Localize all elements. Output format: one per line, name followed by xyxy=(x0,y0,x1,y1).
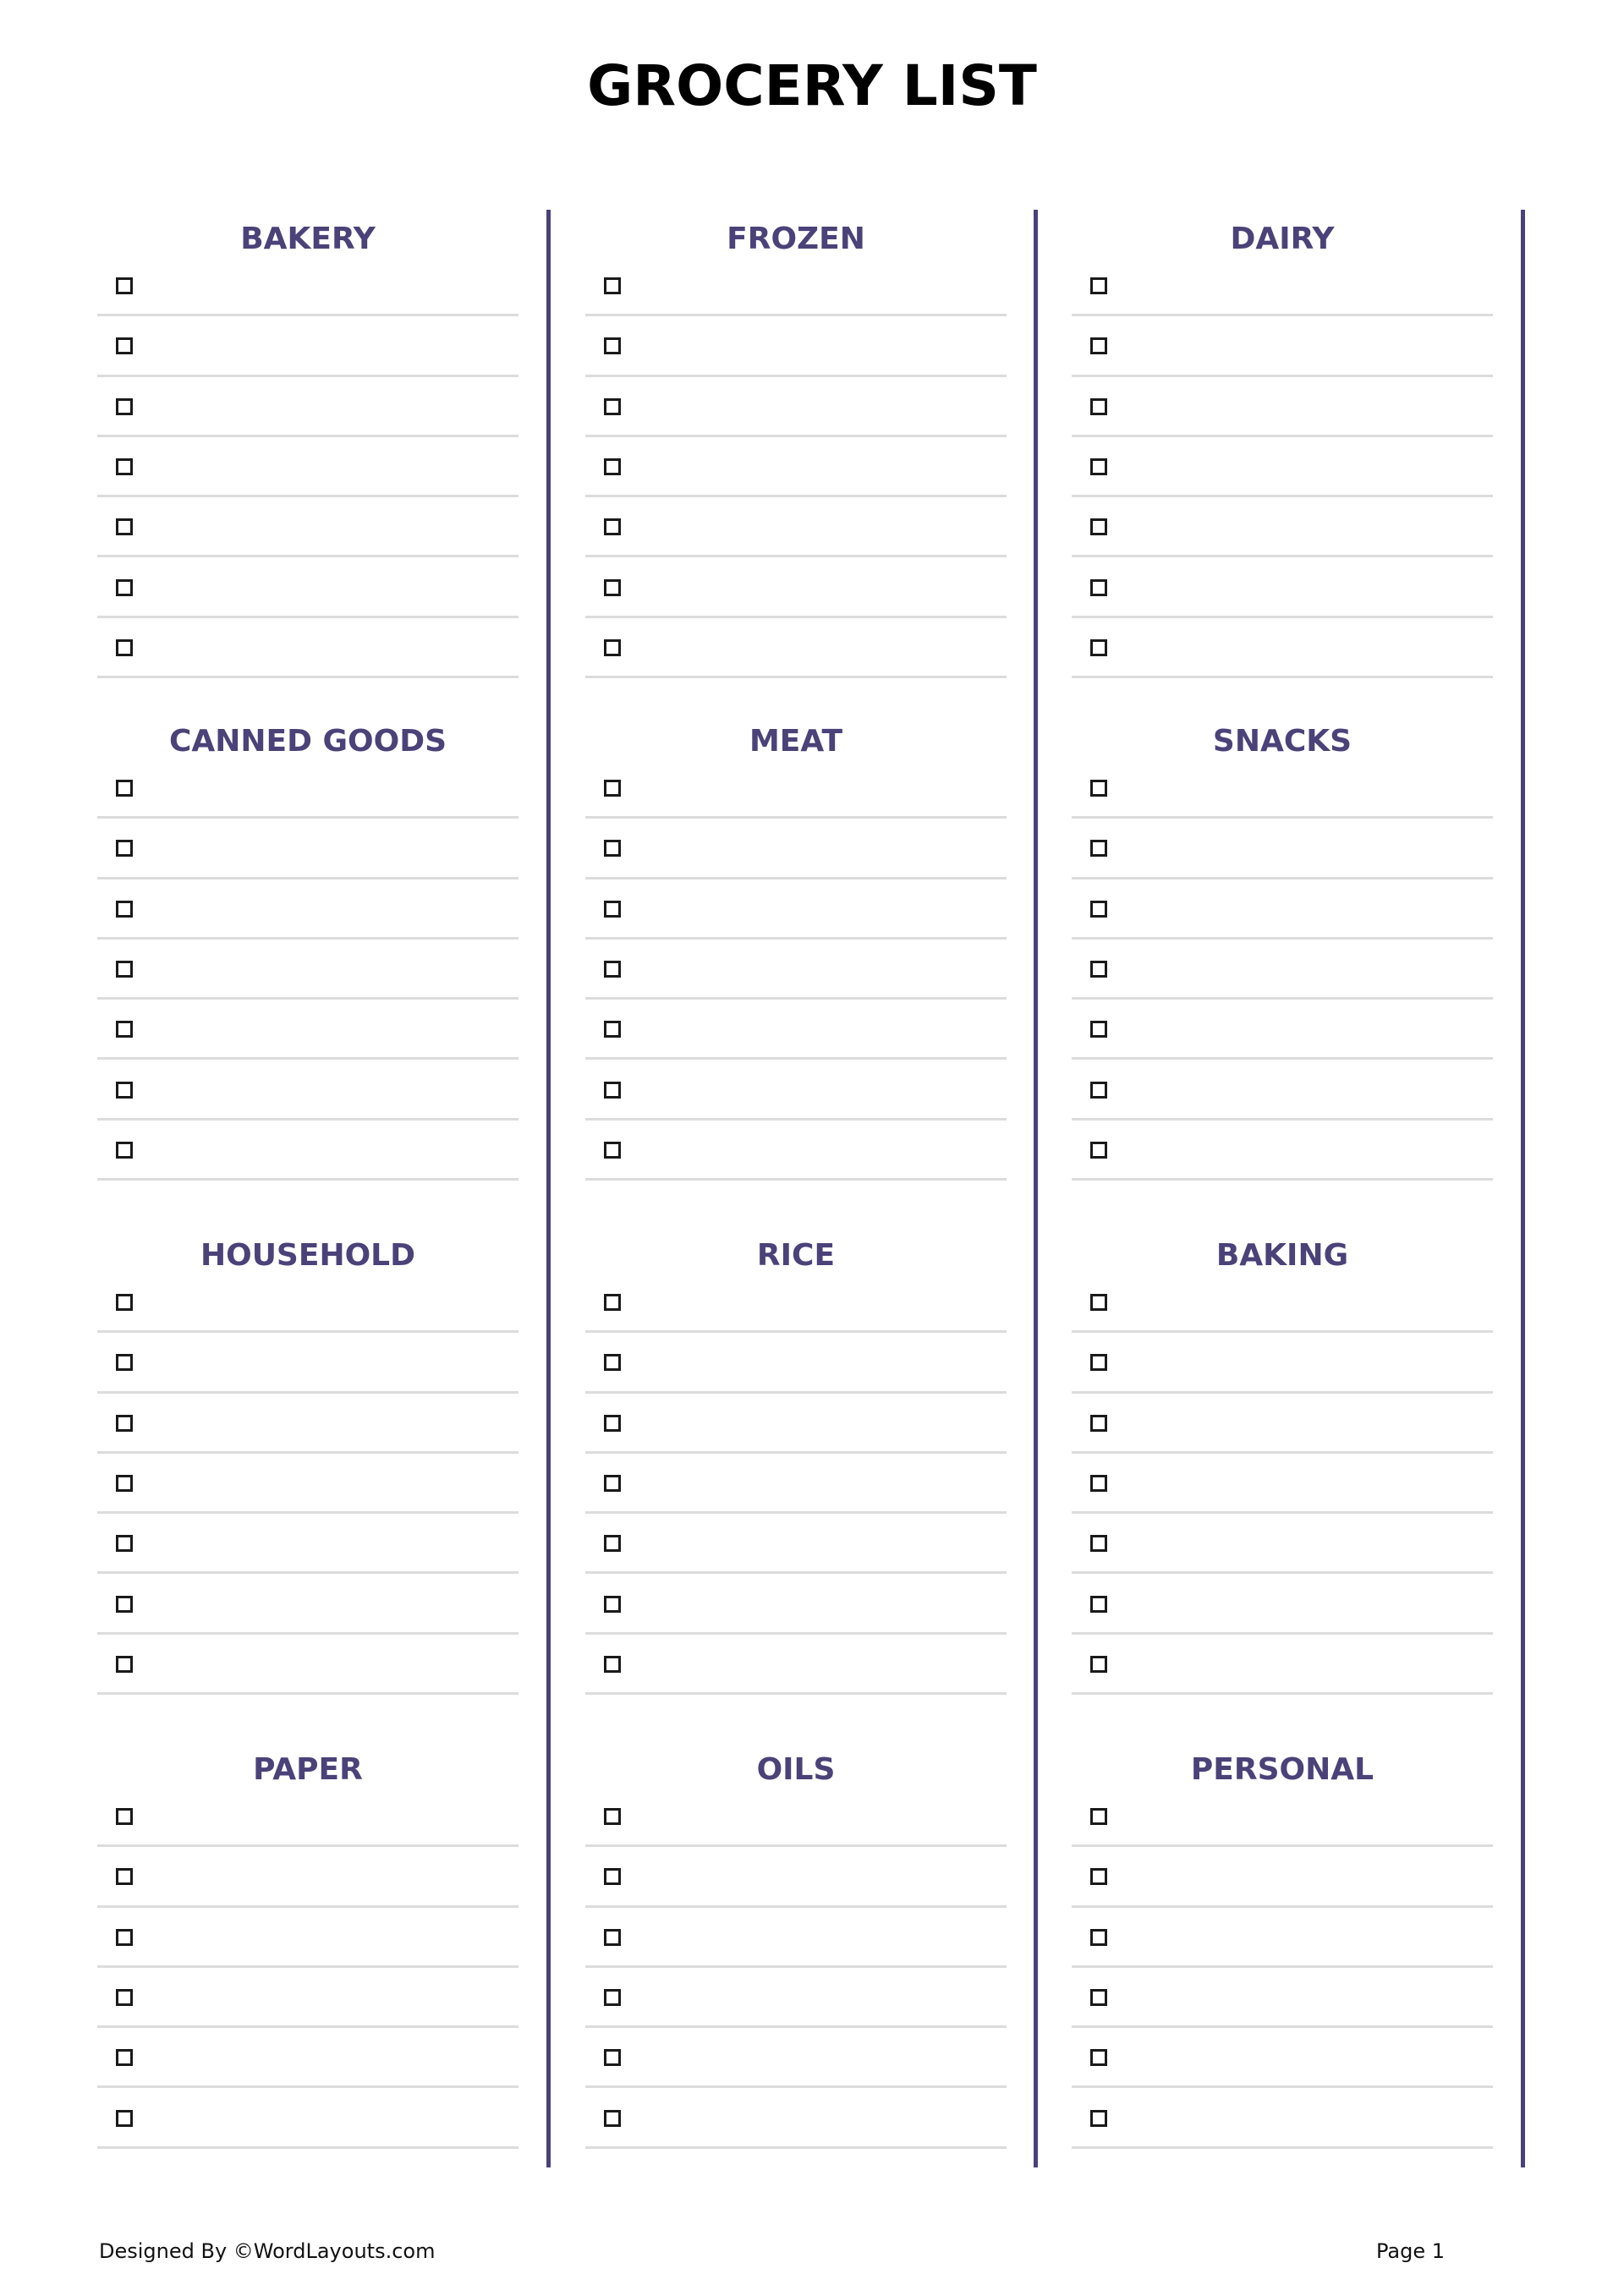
list-item[interactable] xyxy=(1072,2089,1493,2149)
checkbox-icon[interactable] xyxy=(1090,579,1107,596)
checkbox-icon[interactable] xyxy=(604,1354,621,1371)
checkbox-icon[interactable] xyxy=(1090,1294,1107,1311)
footer-credit: Designed By ©WordLayouts.com xyxy=(99,2239,436,2263)
list-item[interactable] xyxy=(585,2028,1007,2088)
list-item[interactable] xyxy=(1072,1333,1493,1393)
list-item[interactable] xyxy=(1072,879,1493,940)
list-item[interactable] xyxy=(585,1333,1007,1393)
list-item[interactable] xyxy=(1072,1121,1493,1181)
checkbox-icon[interactable] xyxy=(604,901,621,918)
list-item[interactable] xyxy=(97,377,518,437)
checkbox-icon[interactable] xyxy=(604,1021,621,1038)
checkbox-icon[interactable] xyxy=(1090,277,1107,294)
checkbox-icon[interactable] xyxy=(116,961,133,978)
list-item[interactable] xyxy=(1072,1060,1493,1121)
list-item[interactable] xyxy=(1072,1787,1493,1847)
list-item[interactable] xyxy=(585,1394,1007,1454)
checkbox-icon[interactable] xyxy=(116,639,133,656)
checkbox-icon[interactable] xyxy=(1090,337,1107,354)
list-item[interactable] xyxy=(585,1908,1007,1968)
checkbox-icon[interactable] xyxy=(604,840,621,857)
section-heading: PAPER xyxy=(253,1752,363,1787)
list-item[interactable] xyxy=(585,437,1007,497)
list-item[interactable] xyxy=(1072,256,1493,316)
list-item[interactable] xyxy=(1072,1635,1493,1695)
list-item[interactable] xyxy=(1072,558,1493,618)
list-item[interactable] xyxy=(1072,759,1493,819)
list-item[interactable] xyxy=(1072,1394,1493,1454)
checkbox-icon[interactable] xyxy=(116,1082,133,1099)
list-item[interactable] xyxy=(1072,1514,1493,1574)
list-item[interactable] xyxy=(585,1847,1007,1907)
list-item[interactable] xyxy=(585,1121,1007,1181)
checkbox-icon[interactable] xyxy=(116,337,133,354)
checkbox-icon[interactable] xyxy=(1090,840,1107,857)
list-item[interactable] xyxy=(97,1394,518,1454)
checkbox-icon[interactable] xyxy=(116,277,133,294)
checkbox-icon[interactable] xyxy=(116,1294,133,1311)
checkbox-icon[interactable] xyxy=(604,1475,621,1492)
checkbox-icon[interactable] xyxy=(116,1868,133,1885)
section-heading: DAIRY xyxy=(1230,222,1335,256)
list-item[interactable] xyxy=(97,1121,518,1181)
checkbox-icon[interactable] xyxy=(1090,1415,1107,1432)
checkbox-icon[interactable] xyxy=(1090,1354,1107,1371)
checkbox-icon[interactable] xyxy=(116,2049,133,2066)
page-number: Page 1 xyxy=(1376,2239,1445,2263)
section-heading: CANNED GOODS xyxy=(168,724,447,759)
list-item[interactable] xyxy=(97,1787,518,1847)
section-heading: PERSONAL xyxy=(1190,1752,1374,1787)
section-heading: OILS xyxy=(756,1752,836,1787)
checkbox-icon[interactable] xyxy=(1090,901,1107,918)
list-item[interactable] xyxy=(97,1273,518,1333)
checkbox-icon[interactable] xyxy=(116,1596,133,1613)
list-item[interactable] xyxy=(585,1000,1007,1060)
list-item[interactable] xyxy=(97,1514,518,1574)
checkbox-icon[interactable] xyxy=(116,1415,133,1432)
list-item[interactable] xyxy=(1072,1273,1493,1333)
list-item[interactable] xyxy=(97,256,518,316)
checkbox-icon[interactable] xyxy=(116,579,133,596)
checkbox-icon[interactable] xyxy=(116,2110,133,2127)
checkbox-icon[interactable] xyxy=(604,780,621,797)
checkbox-icon[interactable] xyxy=(116,901,133,918)
section-heading: MEAT xyxy=(749,724,843,759)
checkbox-icon[interactable] xyxy=(1090,458,1107,475)
checkbox-icon[interactable] xyxy=(604,1415,621,1432)
list-item[interactable] xyxy=(97,1847,518,1907)
page-title: GROCERY LIST xyxy=(587,53,1037,118)
section-heading: HOUSEHOLD xyxy=(200,1238,416,1273)
list-item[interactable] xyxy=(97,1635,518,1695)
checkbox-icon[interactable] xyxy=(1090,780,1107,797)
list-item[interactable] xyxy=(1072,1575,1493,1635)
checkbox-icon[interactable] xyxy=(1090,1929,1107,1946)
list-item[interactable] xyxy=(1072,1847,1493,1907)
section-heading: RICE xyxy=(756,1238,836,1273)
checkbox-icon[interactable] xyxy=(604,1868,621,1885)
list-item[interactable] xyxy=(97,1575,518,1635)
checkbox-icon[interactable] xyxy=(1090,1989,1107,2006)
list-item[interactable] xyxy=(97,1060,518,1121)
checkbox-icon[interactable] xyxy=(1090,1142,1107,1159)
checkbox-icon[interactable] xyxy=(604,458,621,475)
checkbox-icon[interactable] xyxy=(116,1808,133,1825)
checkbox-icon[interactable] xyxy=(1090,518,1107,535)
checkbox-icon[interactable] xyxy=(116,1656,133,1673)
list-item[interactable] xyxy=(97,1968,518,2028)
list-item[interactable] xyxy=(97,2089,518,2149)
list-item[interactable] xyxy=(585,879,1007,940)
list-item[interactable] xyxy=(1072,377,1493,437)
list-item[interactable] xyxy=(1072,819,1493,879)
checkbox-icon[interactable] xyxy=(1090,2049,1107,2066)
checkbox-icon[interactable] xyxy=(1090,1535,1107,1552)
checkbox-icon[interactable] xyxy=(116,1475,133,1492)
list-item[interactable] xyxy=(1072,2028,1493,2088)
list-item[interactable] xyxy=(97,1000,518,1060)
section-heading: FROZEN xyxy=(727,222,865,256)
list-item[interactable] xyxy=(1072,1454,1493,1514)
checkbox-icon[interactable] xyxy=(1090,639,1107,656)
checkbox-icon[interactable] xyxy=(604,518,621,535)
checkbox-icon[interactable] xyxy=(1090,1021,1107,1038)
list-item[interactable] xyxy=(97,316,518,376)
list-item[interactable] xyxy=(1072,1000,1493,1060)
checkbox-icon[interactable] xyxy=(1090,961,1107,978)
list-item[interactable] xyxy=(585,256,1007,316)
column-divider xyxy=(1034,210,1038,2167)
list-item[interactable] xyxy=(97,1333,518,1393)
list-item[interactable] xyxy=(585,819,1007,879)
list-item[interactable] xyxy=(97,759,518,819)
checkbox-icon[interactable] xyxy=(1090,2110,1107,2127)
list-item[interactable] xyxy=(585,1635,1007,1695)
checkbox-icon[interactable] xyxy=(1090,1475,1107,1492)
checkbox-icon[interactable] xyxy=(604,337,621,354)
list-item[interactable] xyxy=(1072,497,1493,557)
list-item[interactable] xyxy=(97,437,518,497)
checkbox-icon[interactable] xyxy=(604,277,621,294)
checkbox-icon[interactable] xyxy=(604,639,621,656)
section-heading: BAKERY xyxy=(240,222,376,256)
list-item[interactable] xyxy=(585,618,1007,678)
list-item[interactable] xyxy=(585,316,1007,376)
list-item[interactable] xyxy=(585,2089,1007,2149)
checkbox-icon[interactable] xyxy=(116,780,133,797)
checkbox-icon[interactable] xyxy=(604,1989,621,2006)
checkbox-icon[interactable] xyxy=(116,1535,133,1552)
checkbox-icon[interactable] xyxy=(1090,1656,1107,1673)
checkbox-icon[interactable] xyxy=(116,840,133,857)
checkbox-icon[interactable] xyxy=(1090,1868,1107,1885)
list-item[interactable] xyxy=(97,497,518,557)
checkbox-icon[interactable] xyxy=(116,458,133,475)
list-item[interactable] xyxy=(585,558,1007,618)
list-item[interactable] xyxy=(1072,1968,1493,2028)
list-item[interactable] xyxy=(585,1787,1007,1847)
checkbox-icon[interactable] xyxy=(604,2049,621,2066)
list-item[interactable] xyxy=(97,1454,518,1514)
list-item[interactable] xyxy=(585,1575,1007,1635)
list-item[interactable] xyxy=(1072,1908,1493,1968)
list-item[interactable] xyxy=(1072,437,1493,497)
list-item[interactable] xyxy=(585,1454,1007,1514)
list-item[interactable] xyxy=(1072,618,1493,678)
checkbox-icon[interactable] xyxy=(604,1656,621,1673)
list-item[interactable] xyxy=(97,2028,518,2088)
list-item[interactable] xyxy=(97,1908,518,1968)
column-divider xyxy=(1521,210,1525,2167)
checkbox-icon[interactable] xyxy=(604,579,621,596)
list-item[interactable] xyxy=(585,1968,1007,2028)
checkbox-icon[interactable] xyxy=(604,1294,621,1311)
checkbox-icon[interactable] xyxy=(116,1929,133,1946)
checkbox-icon[interactable] xyxy=(1090,1808,1107,1825)
list-item[interactable] xyxy=(97,940,518,1000)
section-heading: SNACKS xyxy=(1212,724,1352,759)
list-item[interactable] xyxy=(585,377,1007,437)
checkbox-icon[interactable] xyxy=(604,1929,621,1946)
list-item[interactable] xyxy=(97,879,518,940)
section-heading: BAKING xyxy=(1215,1238,1349,1273)
checkbox-icon[interactable] xyxy=(604,1596,621,1613)
checkbox-icon[interactable] xyxy=(116,1354,133,1371)
checkbox-icon[interactable] xyxy=(604,1142,621,1159)
list-item[interactable] xyxy=(585,759,1007,819)
checkbox-icon[interactable] xyxy=(116,518,133,535)
checkbox-icon[interactable] xyxy=(604,961,621,978)
list-item[interactable] xyxy=(585,497,1007,557)
checkbox-icon[interactable] xyxy=(116,398,133,415)
list-item[interactable] xyxy=(585,1060,1007,1121)
checkbox-icon[interactable] xyxy=(604,2110,621,2127)
list-item[interactable] xyxy=(1072,316,1493,376)
checkbox-icon[interactable] xyxy=(1090,398,1107,415)
checkbox-icon[interactable] xyxy=(604,1808,621,1825)
checkbox-icon[interactable] xyxy=(116,1142,133,1159)
list-item[interactable] xyxy=(585,1273,1007,1333)
checkbox-icon[interactable] xyxy=(1090,1082,1107,1099)
checkbox-icon[interactable] xyxy=(116,1021,133,1038)
checkbox-icon[interactable] xyxy=(604,1082,621,1099)
list-item[interactable] xyxy=(585,940,1007,1000)
list-item[interactable] xyxy=(97,819,518,879)
checkbox-icon[interactable] xyxy=(116,1989,133,2006)
list-item[interactable] xyxy=(1072,940,1493,1000)
list-item[interactable] xyxy=(585,1514,1007,1574)
list-item[interactable] xyxy=(97,618,518,678)
checkbox-icon[interactable] xyxy=(604,398,621,415)
checkbox-icon[interactable] xyxy=(1090,1596,1107,1613)
column-divider xyxy=(546,210,551,2167)
checkbox-icon[interactable] xyxy=(604,1535,621,1552)
list-item[interactable] xyxy=(97,558,518,618)
